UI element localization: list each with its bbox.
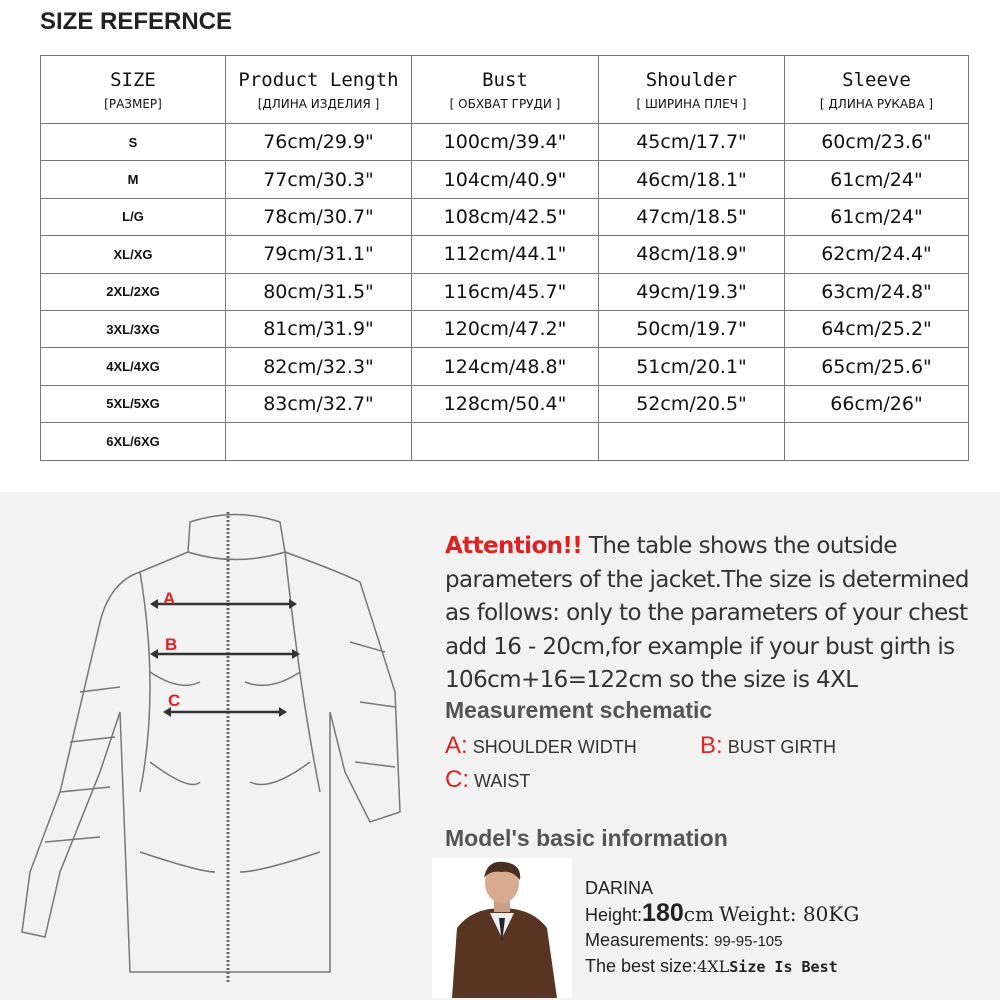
measure-cell	[226, 423, 412, 460]
model-photo	[432, 858, 572, 998]
jacket-diagram	[0, 492, 420, 1000]
measure-cell: 49cm/19.3"	[599, 273, 785, 310]
measure-cell: 82cm/32.3"	[226, 348, 412, 385]
table-row	[41, 310, 969, 347]
model-best-size	[585, 954, 859, 980]
header-row	[41, 56, 969, 124]
best-label: The best size:	[585, 956, 698, 976]
measure-cell: 47cm/18.5"	[599, 198, 785, 235]
model-title: Model's basic information	[445, 825, 728, 851]
measure-cell: 60cm/23.6"	[785, 124, 969, 161]
size-cell: S	[41, 124, 226, 161]
header-label: Shoulder	[645, 68, 738, 91]
measure-cell: 48cm/18.9"	[599, 236, 785, 273]
model-name: DARINA	[585, 878, 654, 898]
measure-cell: 77cm/30.3"	[226, 161, 412, 198]
measure-cell: 45cm/17.7"	[599, 124, 785, 161]
measure-cell: 120cm/47.2"	[412, 310, 599, 347]
header-sublabel: [ ОБХВАТ ГРУДИ ]	[449, 96, 561, 111]
letter-a: A:	[445, 732, 468, 759]
header-cell	[412, 56, 599, 124]
table-row	[41, 198, 969, 235]
model-info	[585, 876, 859, 980]
best-value: 4XL	[697, 957, 730, 976]
schematic-title: Measurement schematic	[445, 697, 713, 723]
measure-cell: 78cm/30.7"	[226, 198, 412, 235]
model-height	[585, 901, 859, 928]
measure-cell: 52cm/20.5"	[599, 385, 785, 422]
label-b: B	[165, 635, 178, 654]
header-sublabel: [РАЗМЕР]	[104, 96, 162, 111]
label-c: C	[168, 691, 181, 710]
measure-cell: 100cm/39.4"	[412, 124, 599, 161]
measure-cell: 83cm/32.7"	[226, 385, 412, 422]
size-cell: M	[41, 161, 226, 198]
measure-cell: 128cm/50.4"	[412, 385, 599, 422]
meas-label: Measurements:	[585, 930, 710, 950]
measure-cell: 63cm/24.8"	[785, 273, 969, 310]
weight: Weight: 80KG	[718, 902, 860, 926]
measure-cell	[785, 423, 969, 460]
measure-cell: 116cm/45.7"	[412, 273, 599, 310]
header-sublabel: [ ДЛИНА РУКАВА ]	[819, 96, 934, 111]
header-cell	[599, 56, 785, 124]
measure-cell: 79cm/31.1"	[226, 236, 412, 273]
measure-cell: 61cm/24"	[785, 161, 969, 198]
measure-cell: 64cm/25.2"	[785, 310, 969, 347]
attention-label: Attention!!	[445, 533, 583, 559]
header-label: Sleeve	[842, 68, 911, 91]
table-row	[41, 124, 969, 161]
measure-cell: 62cm/24.4"	[785, 236, 969, 273]
measure-cell: 50cm/19.7"	[599, 310, 785, 347]
table-row	[41, 273, 969, 310]
measure-cell: 66cm/26"	[785, 385, 969, 422]
size-cell: 3XL/3XG	[41, 310, 226, 347]
meas-value: 99-95-105	[714, 933, 783, 950]
measure-cell: 81cm/31.9"	[226, 310, 412, 347]
letter-b: B:	[700, 732, 723, 759]
letter-c: C:	[445, 766, 469, 793]
table-row	[41, 385, 969, 422]
header-cell	[41, 56, 226, 124]
size-cell: 2XL/2XG	[41, 273, 226, 310]
attention-note	[445, 530, 1000, 698]
size-cell: L/G	[41, 198, 226, 235]
measure-cell: 76cm/29.9"	[226, 124, 412, 161]
measure-cell: 46cm/18.1"	[599, 161, 785, 198]
size-cell: 6XL/6XG	[41, 423, 226, 460]
header-sublabel: [ДЛИНА ИЗДЕЛИЯ ]	[257, 96, 380, 111]
legend-c	[445, 766, 530, 794]
height-value: 180	[642, 899, 684, 927]
table-row	[41, 161, 969, 198]
size-cell: 4XL/4XG	[41, 348, 226, 385]
model-measurements	[585, 928, 859, 954]
attention-text: The table shows the outside parameters of the jacket.The size is determined as follows: only to the parameters of your chest add 16 - 20cm,for example if your bust girth is 106cm+16=122cm so the size is 4XL	[445, 533, 969, 693]
legend-a-text: SHOULDER WIDTH	[472, 737, 637, 757]
legend-a	[445, 732, 637, 760]
size-cell: XL/XG	[41, 236, 226, 273]
best-suffix: Size Is Best	[729, 958, 838, 976]
header-sublabel: [ ШИРИНА ПЛЕЧ ]	[636, 96, 747, 111]
measure-cell: 108cm/42.5"	[412, 198, 599, 235]
header-cell	[785, 56, 969, 124]
header-label: Bust	[482, 68, 528, 91]
measure-cell: 51cm/20.1"	[599, 348, 785, 385]
legend-b-text: BUST GIRTH	[727, 737, 837, 757]
measure-cell: 124cm/48.8"	[412, 348, 599, 385]
measure-cell: 112cm/44.1"	[412, 236, 599, 273]
label-a: A	[163, 589, 176, 608]
header-label: Product Length	[238, 68, 399, 91]
header-label: SIZE	[110, 68, 156, 91]
measure-cell: 65cm/25.6"	[785, 348, 969, 385]
measure-cell: 80cm/31.5"	[226, 273, 412, 310]
page-title: SIZE REFERNCE	[40, 8, 233, 35]
measure-cell: 61cm/24"	[785, 198, 969, 235]
size-table	[40, 55, 969, 461]
header-cell	[226, 56, 412, 124]
measure-cell: 104cm/40.9"	[412, 161, 599, 198]
height-label: Height:	[585, 905, 643, 925]
legend-b	[700, 732, 836, 760]
info-section	[0, 492, 1000, 1000]
measure-cell	[599, 423, 785, 460]
measure-cell	[412, 423, 599, 460]
table-row	[41, 348, 969, 385]
table-row	[41, 423, 969, 460]
size-cell: 5XL/5XG	[41, 385, 226, 422]
height-unit: cm	[683, 902, 714, 926]
table-row	[41, 236, 969, 273]
legend-c-text: WAIST	[474, 771, 531, 791]
